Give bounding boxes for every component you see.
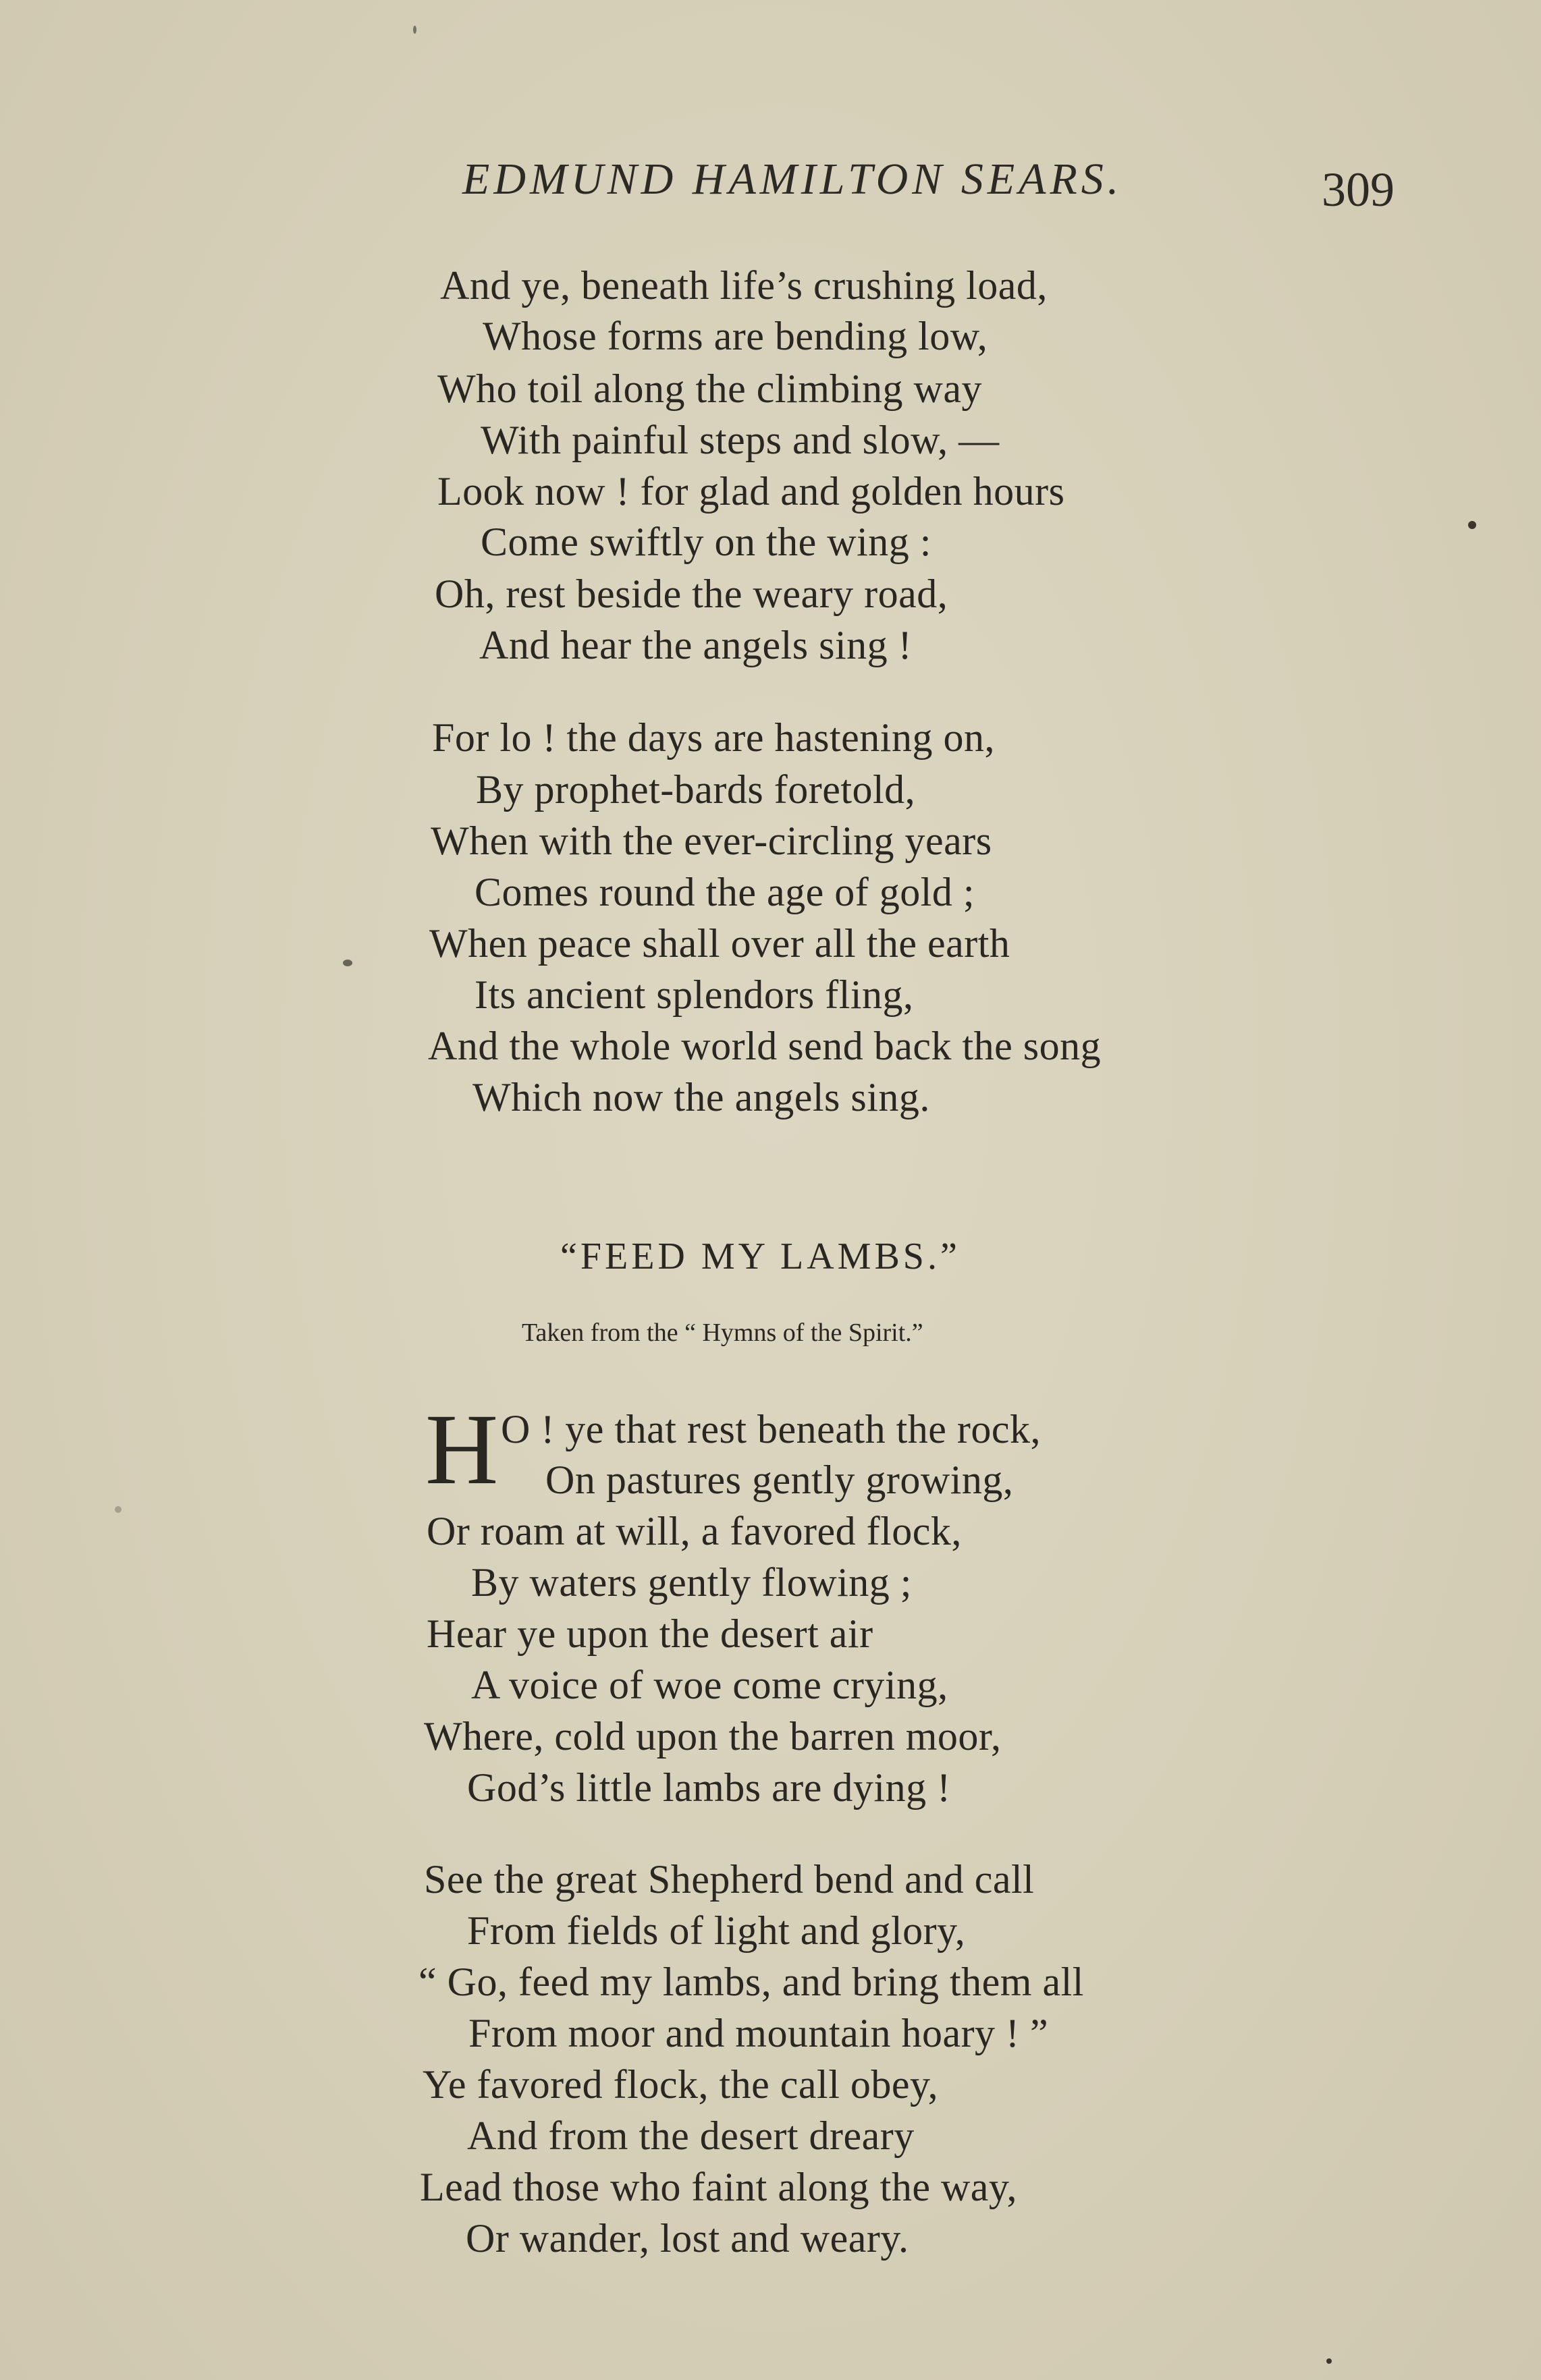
poem-line: With painful steps and slow, — bbox=[481, 418, 1000, 462]
paper-speck bbox=[343, 960, 352, 966]
running-head: EDMUND HAMILTON SEARS. bbox=[462, 155, 1123, 204]
poem-line: Which now the angels sing. bbox=[472, 1075, 930, 1119]
poem-line: On pastures gently growing, bbox=[545, 1458, 1014, 1502]
poem-line: From fields of light and glory, bbox=[467, 1908, 966, 1953]
poem-line: “ Go, feed my lambs, and bring them all bbox=[418, 1960, 1084, 2004]
paper-speck bbox=[1468, 521, 1476, 529]
poem-line: God’s little lambs are dying ! bbox=[467, 1765, 951, 1810]
poem-line: Come swiftly on the wing : bbox=[481, 520, 931, 564]
poem-line: Ye favored flock, the call obey, bbox=[423, 2062, 939, 2107]
poem-line: Or wander, lost and weary. bbox=[466, 2216, 909, 2261]
poem-line: Comes round the age of gold ; bbox=[475, 870, 975, 914]
poem-line: And from the desert dreary bbox=[467, 2113, 915, 2158]
poem-line: Lead those who faint along the way, bbox=[420, 2165, 1018, 2209]
poem-line: A voice of woe come crying, bbox=[471, 1663, 948, 1707]
poem-line: O ! ye that rest beneath the rock, bbox=[501, 1407, 1042, 1451]
poem-line: Whose forms are bending low, bbox=[483, 314, 988, 358]
poem-line: Or roam at will, a favored flock, bbox=[427, 1509, 962, 1553]
poem-line: See the great Shepherd bend and call bbox=[424, 1857, 1035, 1902]
poem-line: Who toil along the climbing way bbox=[437, 366, 983, 411]
poem-line: Where, cold upon the barren moor, bbox=[424, 1714, 1002, 1759]
poem-line: Its ancient splendors fling, bbox=[475, 972, 914, 1017]
poem-line: From moor and mountain hoary ! ” bbox=[468, 2011, 1049, 2055]
poem-line: Hear ye upon the desert air bbox=[427, 1611, 873, 1656]
drop-cap: H bbox=[425, 1393, 499, 1505]
poem-line: Oh, rest beside the weary road, bbox=[435, 572, 948, 616]
poem-line: For lo ! the days are hastening on, bbox=[432, 715, 995, 760]
poem-subtitle: Taken from the “ Hymns of the Spirit.” bbox=[522, 1319, 923, 1347]
poem-line: Look now ! for glad and golden hours bbox=[437, 469, 1065, 514]
poem-line: And ye, beneath life’s crushing load, bbox=[440, 263, 1048, 308]
paper-speck bbox=[115, 1506, 121, 1513]
page-number: 309 bbox=[1322, 163, 1395, 217]
poem-line: And the whole world send back the song bbox=[428, 1024, 1102, 1068]
poem-line: When with the ever-circling years bbox=[431, 819, 992, 863]
poem-line: By waters gently flowing ; bbox=[471, 1560, 912, 1605]
paper-speck bbox=[1326, 2358, 1332, 2364]
paper-speck bbox=[413, 26, 416, 34]
poem-line: When peace shall over all the earth bbox=[429, 921, 1010, 966]
poem-line: By prophet-bards foretold, bbox=[476, 767, 916, 812]
poem-line: And hear the angels sing ! bbox=[479, 623, 913, 667]
poem-title: “FEED MY LAMBS.” bbox=[560, 1236, 961, 1277]
